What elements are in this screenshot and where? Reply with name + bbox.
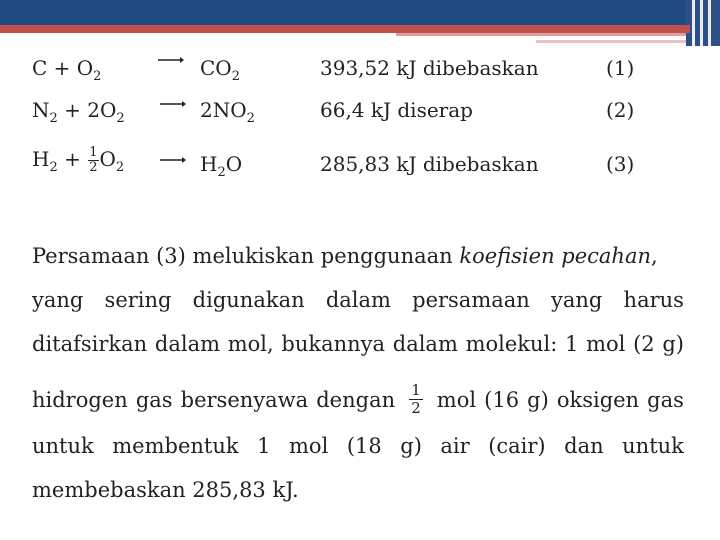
paragraph-line-4: hidrogen gas bersenyawa dengan 1 2 mol (16 g) oksigen gas (32, 381, 684, 417)
paragraph-line-1: Persamaan (3) melukiskan penggunaan koefisien pecahan, (32, 244, 658, 268)
equation-3-energy: 285,83 kJ dibebaskan (320, 152, 539, 176)
equation-1-energy: 393,52 kJ dibebaskan (320, 56, 539, 80)
fraction-one-half: $\frac{1}{2}$ (89, 145, 98, 175)
equation-2-product: $2NO_2$ (200, 98, 255, 126)
accent-bar-thin (396, 33, 686, 36)
fraction-one-half-inline: 1 2 (411, 381, 421, 417)
equation-2-number: (2) (606, 98, 635, 122)
equation-2-energy: 66,4 kJ diserap (320, 98, 473, 122)
accent-bar (0, 25, 690, 33)
paragraph-line-5: untuk membentuk 1 mol (18 g) air (cair) dan untuk (32, 434, 684, 458)
header-corner-block (686, 0, 720, 46)
paragraph-line-3: ditafsirkan dalam mol, bukannya dalam molekul: 1 mol (2 g) (32, 332, 684, 356)
equation-3-product: $H_2O$ (200, 152, 243, 180)
equation-1-number: (1) (606, 56, 635, 80)
paragraph-line-6: membebaskan 285,83 kJ. (32, 478, 299, 502)
reaction-arrow-icon (160, 101, 186, 111)
paragraph-line-2: yang sering digunakan dalam persamaan yang harus (32, 288, 684, 312)
corner-stripe (692, 0, 695, 46)
accent-bar-thinner (536, 40, 686, 43)
corner-stripe (700, 0, 703, 46)
equation-3-reactants: $H_2$ + $\frac{1}{2}$ $O_2$ (32, 145, 125, 175)
equation-1-reactants: $C + O_2$ (32, 56, 102, 84)
reaction-arrow-icon (160, 157, 186, 167)
equation-2-reactants: $N_2 + 2O_2$ (32, 98, 125, 126)
equation-3-number: (3) (606, 152, 635, 176)
reaction-arrow-icon (158, 57, 184, 67)
equation-1-product: $CO_2$ (200, 56, 240, 84)
header-bar (0, 0, 720, 25)
corner-stripe (708, 0, 711, 46)
